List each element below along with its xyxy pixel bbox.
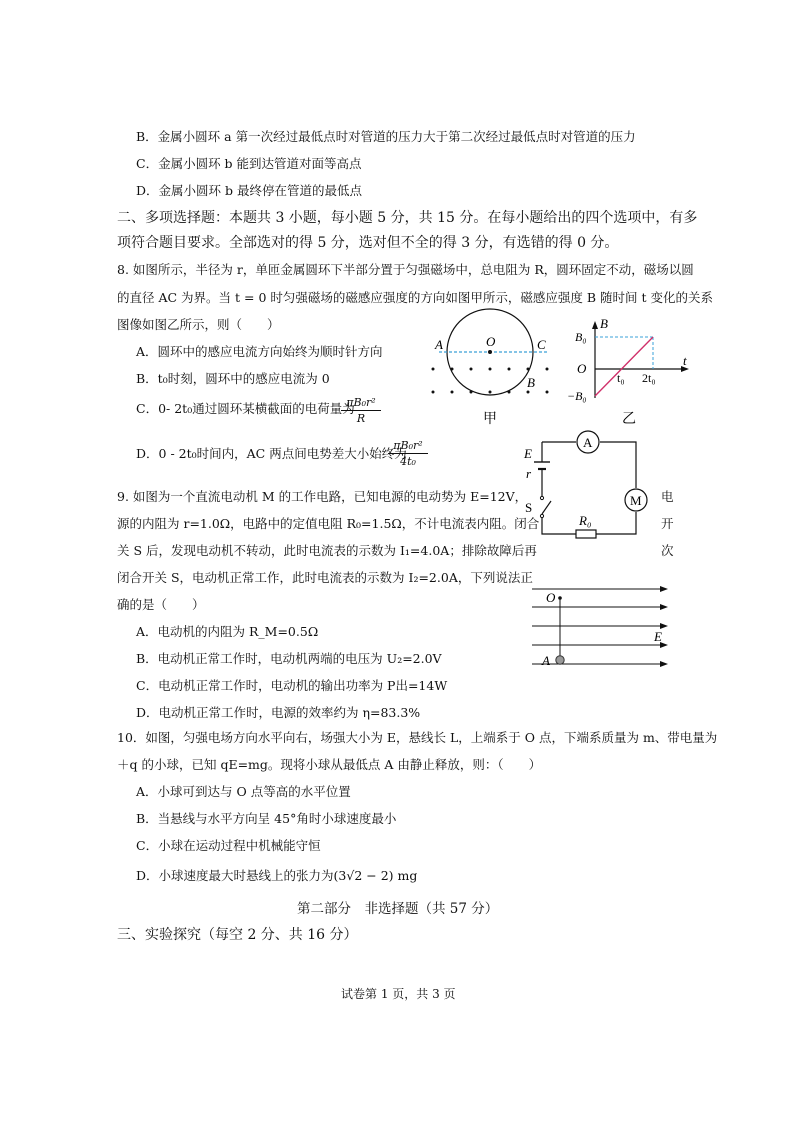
q8-stem-1: 8. 如图所示，半径为 r，单匝金属圆环下半部分置于匀强磁场中，总电阻为 R，圆环固定不动，磁场以圆 — [117, 262, 694, 277]
q10-figure — [530, 580, 672, 680]
label-c: C — [537, 337, 546, 352]
q10-option-d: D．小球速度最大时悬线上的张力为(3√2 − 2) mg — [136, 868, 418, 883]
wire-bottom-right — [596, 512, 636, 534]
b-t-line — [595, 337, 653, 396]
wire-top-right — [600, 442, 636, 488]
q8-option-b: B．t₀时刻，圆环中的感应电流为 0 — [136, 371, 330, 386]
label-r0: R₀ — [579, 513, 592, 528]
q7-option-b: B．金属小圆环 a 第一次经过最低点时对管道的压力大于第二次经过最低点时对管道的压力 — [136, 129, 636, 144]
page-footer: 试卷第 1 页，共 3 页 — [341, 987, 456, 1001]
q9-stem-4: 闭合开关 S，电动机正常工作，此时电流表的示数为 I₂=2.0A，下列说法正 — [117, 570, 533, 585]
wire-bottom-left — [542, 516, 576, 534]
pivot-o — [558, 596, 562, 600]
q9-option-c: C．电动机正常工作时，电动机的输出功率为 P出=14W — [136, 678, 448, 693]
q9-stem-2: 源的内阻为 r=1.0Ω，电路中的定值电阻 R₀=1.5Ω，不计电流表内阻。闭合 — [117, 516, 540, 531]
label-2t0: 2t₀ — [642, 371, 656, 385]
label-r: r — [526, 466, 532, 481]
q9-circuit — [520, 428, 650, 540]
q10-stem-1: 10．如图，匀强电场方向水平向右，场强大小为 E，悬线长 L，上端系于 O 点，下端系质量为 m、带电量为 — [117, 730, 718, 745]
label-e: E — [654, 629, 662, 644]
q7-option-d: D．金属小圆环 b 最终停在管道的最低点 — [136, 183, 362, 198]
q9-option-d: D．电动机正常工作时，电源的效率约为 η=83.3% — [136, 705, 421, 720]
resistor-r0 — [576, 530, 596, 538]
q8-figure-jia — [425, 305, 555, 430]
motor-label: M — [630, 493, 642, 508]
q9-stem-5: 确的是（ ） — [117, 597, 205, 612]
q8-option-a: A．圆环中的感应电流方向始终为顺时针方向 — [136, 344, 383, 359]
label-s: S — [525, 500, 533, 515]
q10-option-a: A．小球可到达与 O 点等高的水平位置 — [136, 784, 351, 799]
label-b0: B₀ — [575, 330, 587, 344]
label-t-axis: t — [683, 353, 687, 368]
q9-option-b: B．电动机正常工作时，电动机两端的电压为 U₂=2.0V — [136, 651, 442, 666]
label-t0: t₀ — [617, 371, 625, 385]
q8-option-d-fraction: πB₀r² 4t₀ — [388, 439, 428, 468]
q8-option-d: D．0 - 2t₀时间内，AC 两点间电势差大小始终为 — [136, 446, 407, 461]
label-a: A — [542, 653, 550, 668]
label-b: B — [527, 375, 535, 390]
q8-figure-yi — [565, 318, 695, 430]
q8-option-c: C．0- 2t₀通过圆环某横截面的电荷量为 — [136, 401, 355, 416]
q9-stem-3: 关 S 后，发现电动机不转动，此时电流表的示数为 I₁=4.0A；排除故障后再 — [117, 543, 537, 558]
caption-yi: 乙 — [622, 412, 636, 427]
q9-stem-1: 9. 如图为一个直流电动机 M 的工作电路，已知电源的电动势为 E=12V， — [117, 489, 528, 504]
q9-margin-char-3: 次 — [661, 543, 674, 558]
section2-line1: 二、多项选择题：本题共 3 小题，每小题 5 分，共 15 分。在每小题给出的四个选项中，有多 — [117, 210, 698, 226]
center-o — [488, 350, 492, 354]
q8-stem-3: 图像如图乙所示，则（ ） — [117, 317, 280, 332]
caption-jia: 甲 — [483, 412, 497, 427]
q9-option-a: A．电动机的内阻为 R_M=0.5Ω — [136, 624, 319, 639]
label-b-axis: B — [600, 318, 608, 331]
label-a: A — [435, 337, 443, 352]
label-neg-b0: −B₀ — [567, 389, 587, 403]
label-o: O — [486, 334, 496, 349]
section3-title: 三、实验探究（每空 2 分、共 16 分） — [117, 927, 358, 943]
q9-margin-char-1: 电 — [661, 489, 674, 504]
q8-option-c-fraction: πB₀r² R — [341, 396, 381, 425]
q7-option-c: C．金属小圆环 b 能到达管道对面等高点 — [136, 156, 362, 171]
label-origin: O — [577, 361, 587, 376]
ammeter-label: A — [583, 435, 593, 450]
part2-title: 第二部分 非选择题（共 57 分） — [297, 901, 499, 917]
q8-stem-2: 的直径 AC 为界。当 t = 0 时匀强磁场的磁感应强度的方向如图甲所示，磁感应强度 B 随时间 t 变化的关系 — [117, 290, 713, 305]
q9-margin-char-2: 开 — [661, 516, 674, 531]
q10-option-b: B．当悬线与水平方向呈 45°角时小球速度最小 — [136, 811, 397, 826]
switch-blade — [542, 501, 551, 514]
q10-stem-2: ＋q 的小球，已知 qE=mg。现将小球从最低点 A 由静止释放，则：（ ） — [117, 757, 542, 772]
ball-a — [556, 656, 564, 664]
section2-line2: 项符合题目要求。全部选对的得 5 分，选对但不全的得 3 分，有选错的得 0 分。 — [117, 235, 619, 251]
label-e: E — [524, 446, 532, 461]
q10-option-c: C．小球在运动过程中机械能守恒 — [136, 838, 321, 853]
label-o: O — [546, 590, 556, 605]
